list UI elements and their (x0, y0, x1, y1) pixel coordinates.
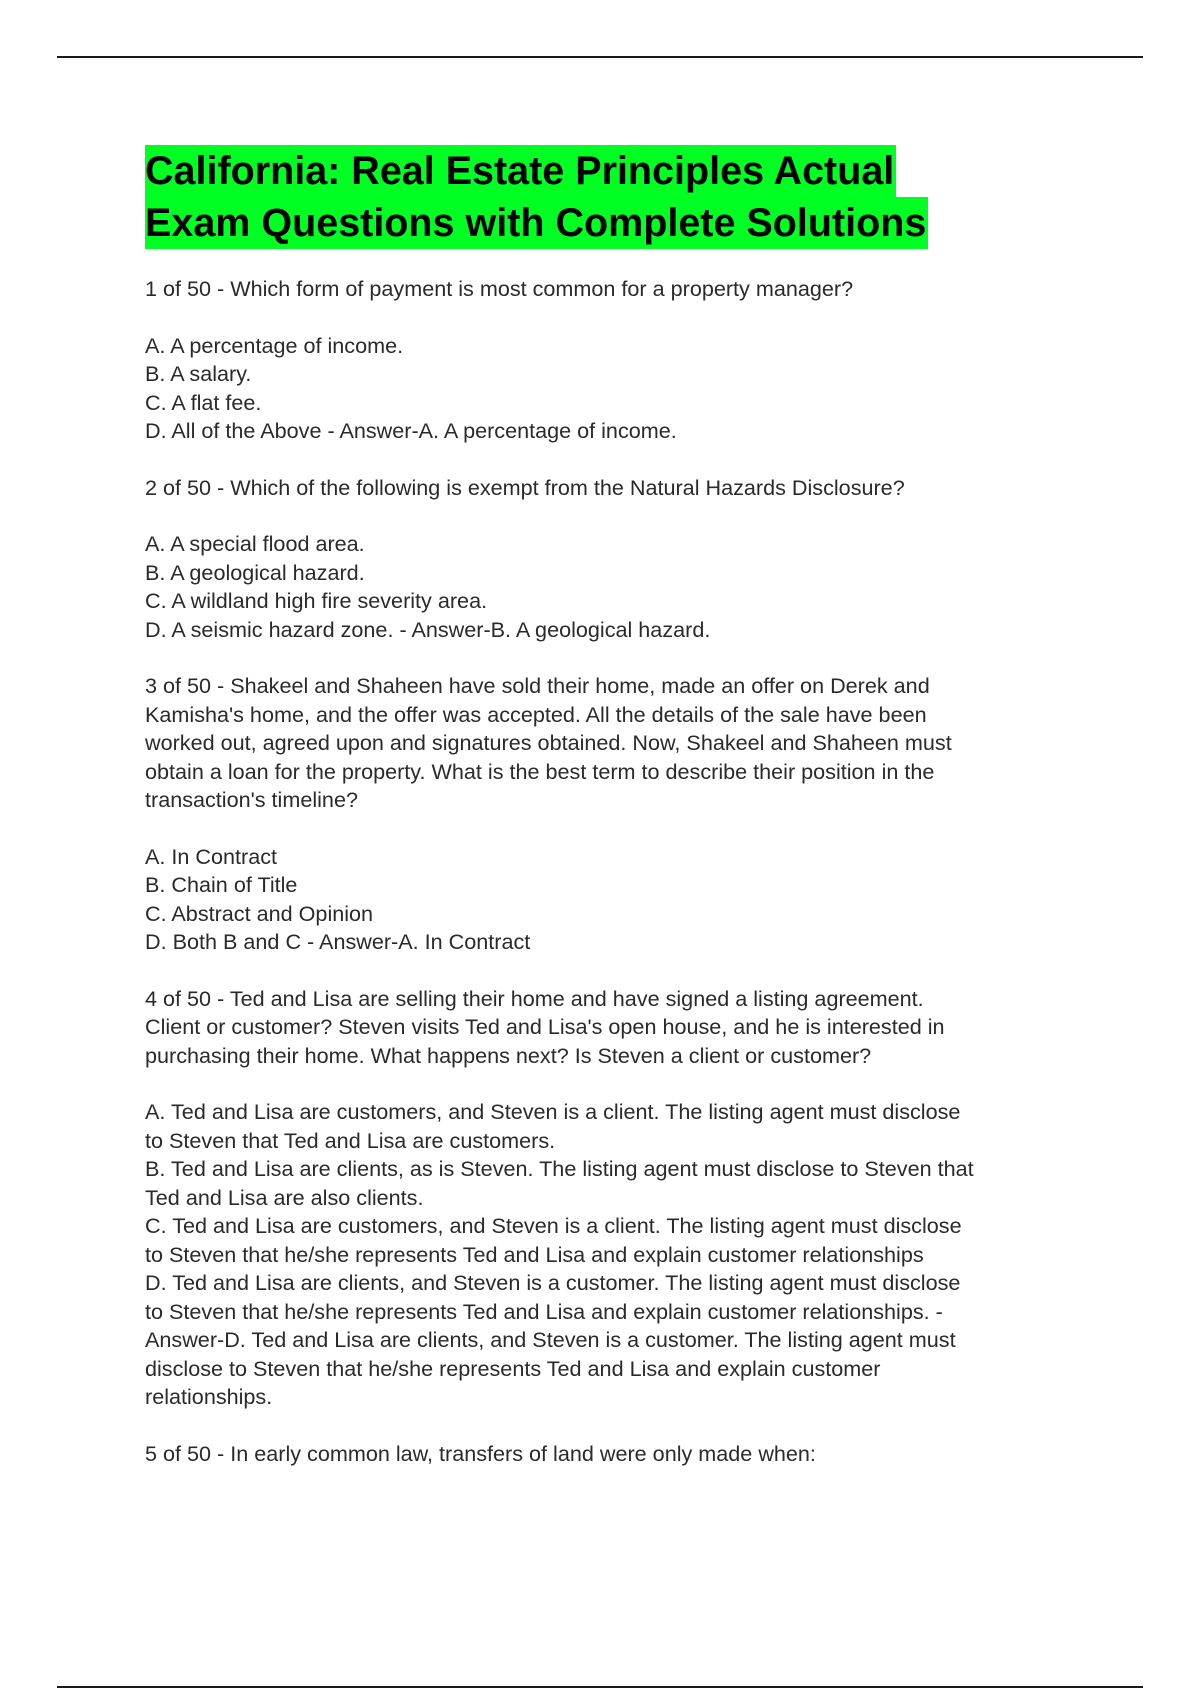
option-line: Answer-D. Ted and Lisa are clients, and Steven is a customer. The listing agent must (145, 1327, 956, 1352)
question-4-options (145, 1098, 1085, 1412)
question-line: 5 of 50 - In early common law, transfers of land were only made when: (145, 1440, 816, 1466)
option-line: D. All of the Above - Answer-A. A percentage of income. (145, 418, 677, 443)
option-line: B. A salary. (145, 361, 252, 386)
question-1-text (145, 275, 1085, 304)
option-line: to Steven that he/she represents Ted and Lisa and explain customer relationships (145, 1241, 924, 1267)
option-line: relationships. (145, 1384, 273, 1409)
question-2-text (145, 474, 1085, 503)
top-divider (57, 56, 1143, 58)
option-line: D. A seismic hazard zone. - Answer-B. A geological hazard. (145, 616, 711, 642)
option-line: C. Ted and Lisa are customers, and Steven is a client. The listing agent must disclose (145, 1213, 962, 1238)
option-line: B. Chain of Title (145, 872, 298, 897)
question-line: Client or customer? Steven visits Ted and Lisa's open house, and he is interested in (145, 1014, 945, 1039)
option-line: D. Ted and Lisa are clients, and Steven is a customer. The listing agent must disclose (145, 1270, 961, 1295)
option-line: C. Abstract and Opinion (145, 900, 374, 926)
title-line-2: Exam Questions with Complete Solutions (145, 197, 928, 249)
question-1-options (145, 332, 1085, 446)
question-line: purchasing their home. What happens next? Is Steven a client or customer? (145, 1042, 872, 1068)
question-5-text (145, 1440, 1085, 1469)
option-line: C. A wildland high fire severity area. (145, 588, 488, 613)
question-2-options (145, 530, 1085, 644)
option-line: Ted and Lisa are also clients. (145, 1184, 424, 1210)
option-line: C. A flat fee. (145, 389, 262, 415)
question-line: obtain a loan for the property. What is the best term to describe their position in the (145, 758, 935, 784)
question-line: 2 of 50 - Which of the following is exempt from the Natural Hazards Disclosure? (145, 474, 905, 500)
option-line: A. A percentage of income. (145, 332, 404, 358)
option-line: to Steven that he/she represents Ted and Lisa and explain customer relationships. - (145, 1298, 943, 1324)
option-line: B. A geological hazard. (145, 559, 365, 585)
question-4-text (145, 985, 1085, 1071)
question-line: worked out, agreed upon and signatures obtained. Now, Shakeel and Shaheen must (145, 730, 952, 755)
option-line: D. Both B and C - Answer-A. In Contract (145, 929, 531, 954)
question-line: transaction's timeline? (145, 787, 358, 812)
option-line: A. A special flood area. (145, 531, 365, 556)
document-body (145, 145, 1085, 1496)
option-line: to Steven that Ted and Lisa are customers. (145, 1127, 556, 1153)
bottom-divider (57, 1686, 1143, 1688)
question-line: 4 of 50 - Ted and Lisa are selling their home and have signed a listing agreement. (145, 985, 924, 1011)
option-line: B. Ted and Lisa are clients, as is Steven. The listing agent must disclose to Steven that (145, 1156, 974, 1181)
question-3-text (145, 672, 1085, 815)
option-line: A. In Contract (145, 843, 278, 869)
question-line: Kamisha's home, and the offer was accepted. All the details of the sale have been (145, 701, 927, 727)
question-line: 1 of 50 - Which form of payment is most common for a property manager? (145, 276, 854, 301)
question-3-options (145, 843, 1085, 957)
title-line-1: California: Real Estate Principles Actual (145, 145, 896, 197)
option-line: disclose to Steven that he/she represents Ted and Lisa and explain customer (145, 1355, 881, 1381)
question-line: 3 of 50 - Shakeel and Shaheen have sold their home, made an offer on Derek and (145, 673, 930, 698)
option-line: A. Ted and Lisa are customers, and Steven is a client. The listing agent must disclose (145, 1099, 961, 1124)
document-title (145, 145, 1085, 249)
